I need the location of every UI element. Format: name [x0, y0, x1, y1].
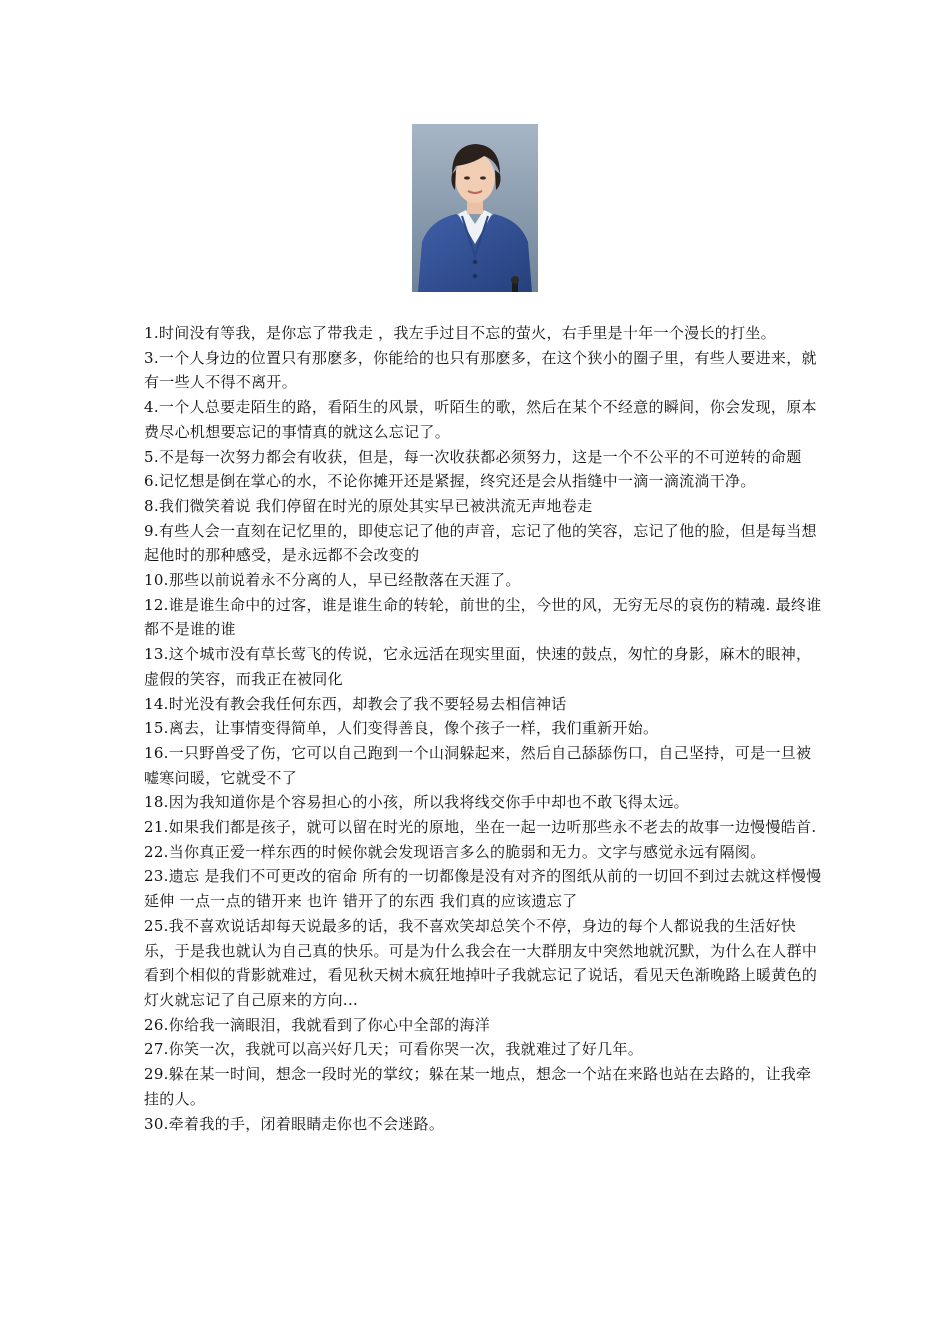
quote-item: 14.时光没有教会我任何东西，却教会了我不要轻易去相信神话	[144, 694, 567, 713]
quote-item: 1.时间没有等我，是你忘了带我走 ，我左手过目不忘的萤火，右手里是十年一个漫长的打坐。	[144, 324, 776, 342]
quote-item: 10.那些以前说着永不分离的人，早已经散落在天涯了。	[144, 571, 521, 590]
quote-item: 26.你给我一滴眼泪，我就看到了你心中全部的海洋	[144, 1015, 491, 1034]
quote-item: 13.这个城市没有草长莺飞的传说，它永远活在现实里面，快速的鼓点，匆忙的身影，麻木的眼神，虚假的笑容，而我正在被同化	[144, 645, 812, 688]
quote-item: 15.离去，让事情变得简单，人们变得善良，像个孩子一样，我们重新开始。	[144, 719, 659, 738]
quote-item: 27.你笑一次，我就可以高兴好几天；可看你哭一次，我就难过了好几年。	[144, 1040, 644, 1059]
quotes-list	[144, 321, 824, 1136]
quote-item: 21.如果我们都是孩子，就可以留在时光的原地，坐在一起一边听那些永不老去的故事一边慢慢皓首.	[144, 818, 817, 837]
quote-item: 22.当你真正爱一样东西的时候你就会发现语言多么的脆弱和无力。文字与感觉永远有隔阂。	[144, 842, 766, 861]
quote-item: 3.一个人身边的位置只有那麽多，你能给的也只有那麽多，在这个狭小的圈子里，有些人要进来，就有一些人不得不离开。	[144, 348, 817, 392]
quote-item: 6.记忆想是倒在掌心的水，不论你摊开还是紧握，终究还是会从指缝中一滴一滴流淌干净。	[144, 472, 756, 491]
quote-item: 30.牵着我的手，闭着眼睛走你也不会迷路。	[144, 1114, 445, 1133]
portrait-photo-graphic	[412, 124, 538, 292]
quote-item: 23.遗忘 是我们不可更改的宿命 所有的一切都像是没有对齐的图纸从前的一切回不到过去就这样慢慢延伸 一点一点的错开来 也许 错开了的东西 我们真的应该遗忘了	[144, 867, 822, 911]
portrait-photo	[412, 124, 538, 292]
quote-item: 9.有些人会一直刻在记忆里的，即使忘记了他的声音，忘记了他的笑容，忘记了他的脸，但是每当想起他时的那种感受，是永远都不会改变的	[144, 521, 817, 565]
quote-item: 12.谁是谁生命中的过客，谁是谁生命的转轮，前世的尘，今世的风，无穷无尽的哀伤的精魂. 最终谁都不是谁的谁	[144, 595, 822, 639]
quote-item: 4.一个人总要走陌生的路，看陌生的风景，听陌生的歌，然后在某个不经意的瞬间，你会发现，原本费尽心机想要忘记的事情真的就这么忘记了。	[144, 398, 817, 441]
quote-item: 18.因为我知道你是个容易担心的小孩，所以我将线交你手中却也不敢飞得太远。	[144, 793, 689, 812]
quote-item: 8.我们微笑着说 我们停留在时光的原处其实早已被洪流无声地卷走	[144, 496, 593, 515]
quote-item: 25.我不喜欢说话却每天说最多的话，我不喜欢笑却总笑个不停，身边的每个人都说我的生活好快乐，于是我也就认为自己真的快乐。可是为什么我会在一大群朋友中突然地就沉默，为什么在人群中看到个相似的背影就难过，看见秋天树木疯狂地掉叶子我就忘记了说话，看见天色渐晚路上暖黄色的灯火就忘记了自己原来的方向...	[144, 916, 818, 1009]
quote-item: 29.躲在某一时间，想念一段时光的掌纹；躲在某一地点，想念一个站在来路也站在去路的，让我牵挂的人。	[144, 1065, 812, 1108]
quote-item: 5.不是每一次努力都会有收获，但是，每一次收获都必须努力，这是一个不公平的不可逆转的命题	[144, 447, 802, 466]
quote-item: 16.一只野兽受了伤，它可以自己跑到一个山洞躲起来，然后自己舔舔伤口，自己坚持，可是一旦被嘘寒问暖，它就受不了	[144, 743, 812, 787]
